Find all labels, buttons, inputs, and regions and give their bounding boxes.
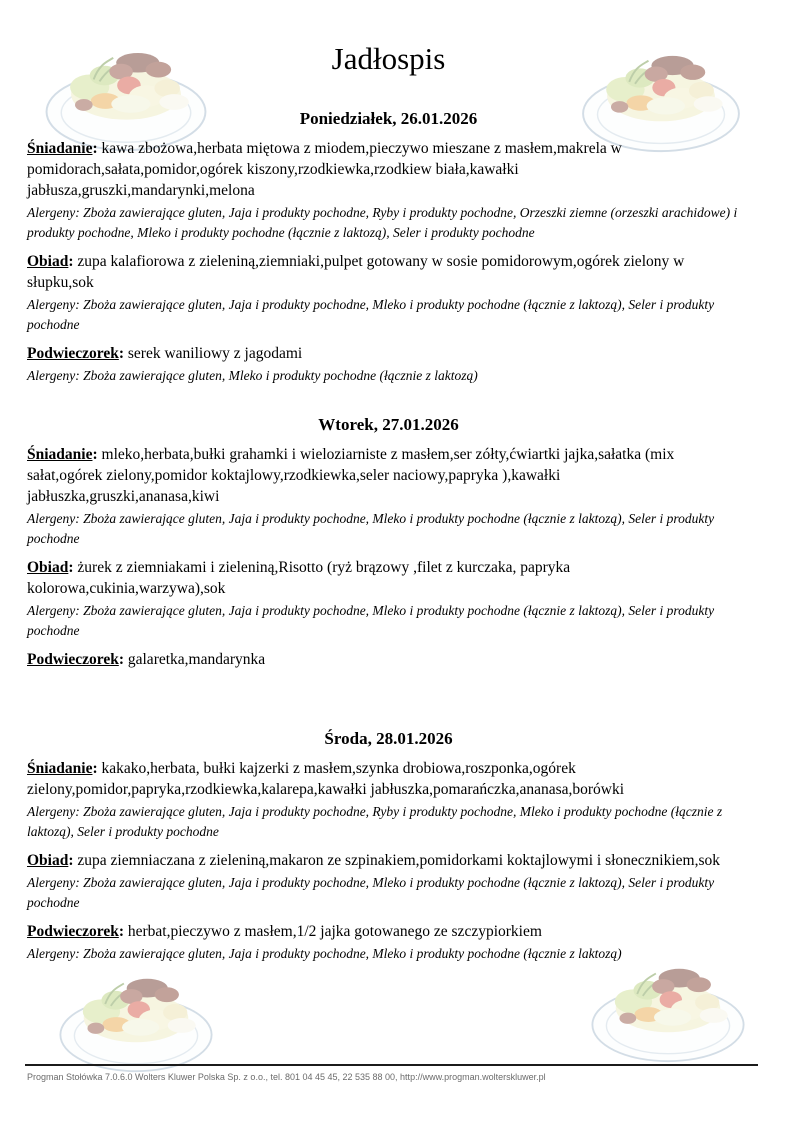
meal-allergens: Alergeny: Zboża zawierające gluten, Jaja i produkty pochodne, Mleko i produkty pochodne (łącznie z laktozą), Seler i produkty pochodne [27,297,715,332]
meal-allergens: Alergeny: Zboża zawierające gluten, Jaja i produkty pochodne, Mleko i produkty pochodne (łącznie z laktozą) [27,946,622,961]
meal-block-breakfast [27,444,750,549]
meal-line [27,251,750,293]
meal-line [27,343,750,364]
meal-label: Obiad [27,852,69,869]
meal-label: Śniadanie [27,140,93,157]
day-section-tuesday [27,414,750,670]
meal-line [27,557,750,599]
meal-allergens: Alergeny: Zboża zawierające gluten, Jaja i produkty pochodne, Mleko i produkty pochodne (łącznie z laktozą), Seler i produkty pochodne [27,875,715,910]
day-section-wednesday [27,728,750,964]
meal-colon: : [68,559,78,576]
meal-text: zupa kalafiorowa z zieleniną,ziemniaki,pulpet gotowany w sosie pomidorowym,ogórek zielony w słupku,sok [27,253,685,291]
meal-text: kawa zbożowa,herbata miętowa z miodem,pieczywo mieszane z masłem,makrela w pomidorach,sałata,pomidor,ogórek kiszony,rzodkiewka,rzodkiew biała,kawałki jabłusza,gruszki,mandarynki,melona [27,140,622,199]
meal-block-breakfast [27,758,750,842]
footer-text: Progman Stołówka 7.0.6.0 Wolters Kluwer Polska Sp. z o.o., tel. 801 04 45 45, 22 535 88 00, http://www.progman.wolterskluwer.pl [27,1072,546,1082]
meal-label: Podwieczorek [27,651,119,668]
meal-allergens: Alergeny: Zboża zawierające gluten, Jaja i produkty pochodne, Mleko i produkty pochodne (łącznie z laktozą), Seler i produkty pochodne [27,511,715,546]
meal-allergens: Alergeny: Zboża zawierające gluten, Jaja i produkty pochodne, Ryby i produkty pochodne, Mleko i produkty pochodne (łącznie z laktozą), Seler i produkty pochodne [27,804,723,839]
meal-colon: : [118,345,128,362]
meal-colon: : [68,852,78,869]
meal-label: Podwieczorek [27,923,119,940]
meal-colon: : [118,651,128,668]
meal-block-lunch [27,850,750,913]
meal-block-snack [27,921,750,964]
salad-plate-image [588,966,748,1064]
meal-text: zupa ziemniaczana z zieleniną,makaron ze szpinakiem,pomidorkami koktajlowymi i słonecznikiem,sok [77,852,720,869]
meal-text: kakako,herbata, bułki kajzerki z masłem,szynka drobiowa,roszponka,ogórek zielony,pomidor,papryka,rzodkiewka,kalarepa,kawałki jabłuszka,pomarańczka,ananasa,borówki [27,760,625,798]
meal-colon: : [118,923,128,940]
day-header: Poniedziałek, 26.01.2026 [299,109,478,128]
meal-text: galaretka,mandarynka [127,651,266,668]
meal-text: serek waniliowy z jagodami [127,345,303,362]
meal-text: żurek z ziemniakami i zieleniną,Risotto (ryż brązowy ,filet z kurczaka, papryka kolorowa,cukinia,warzywa),sok [27,559,571,597]
meal-colon: : [68,253,78,270]
meal-label: Śniadanie [27,446,93,463]
meal-label: Śniadanie [27,760,93,777]
meal-text: herbat,pieczywo z masłem,1/2 jajka gotowanego ze szczypiorkiem [127,923,542,940]
meal-block-lunch [27,557,750,641]
meal-line [27,850,750,871]
meal-line [27,138,750,201]
meal-block-snack [27,649,750,670]
meal-line [27,758,750,800]
meal-line [27,649,750,670]
meal-allergens: Alergeny: Zboża zawierające gluten, Mleko i produkty pochodne (łącznie z laktozą) [27,368,478,383]
meal-label: Obiad [27,253,69,270]
day-section-monday [27,108,750,386]
meal-colon: : [92,760,102,777]
salad-plate-image [56,976,216,1074]
meal-label: Podwieczorek [27,345,119,362]
page-title: Jadłospis [331,41,446,76]
day-header: Środa, 28.01.2026 [324,729,453,748]
meal-text: mleko,herbata,bułki grahamki i wieloziarniste z masłem,ser zółty,ćwiartki jajka,sałatka (mix sałat,ogórek zielony,pomidor koktajlowy,rzodkiewka,seler naciowy,papryka ),kawałki jabłuszka,gruszki,ananasa,kiwi [27,446,675,505]
meal-block-snack [27,343,750,386]
meal-allergens: Alergeny: Zboża zawierające gluten, Jaja i produkty pochodne, Ryby i produkty pochodne, Orzeszki ziemne (orzeszki arachidowe) i produkty pochodne, Mleko i produkty pochodne (łącznie z laktozą), Seler i produkty pochodne [27,205,738,240]
meal-allergens: Alergeny: Zboża zawierające gluten, Jaja i produkty pochodne, Mleko i produkty pochodne (łącznie z laktozą), Seler i produkty pochodne [27,603,715,638]
meal-colon: : [92,140,102,157]
footer-divider [25,1064,758,1066]
meal-block-breakfast [27,138,750,243]
meal-label: Obiad [27,559,69,576]
meal-line [27,444,750,507]
day-header: Wtorek, 27.01.2026 [318,415,459,434]
meal-line [27,921,750,942]
meal-colon: : [92,446,102,463]
meal-block-lunch [27,251,750,335]
